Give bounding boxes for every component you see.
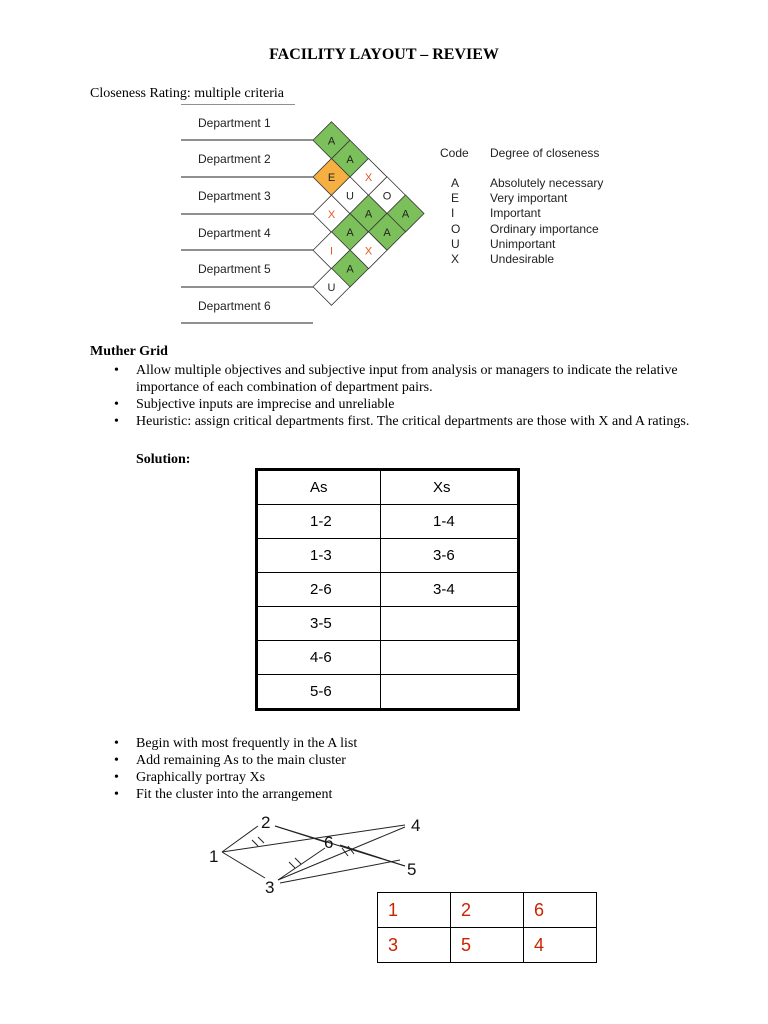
relationship-code: X xyxy=(364,245,373,258)
page-title: FACILITY LAYOUT – REVIEW xyxy=(269,46,499,63)
department-label: Department 4 xyxy=(198,226,271,240)
legend-code: E xyxy=(451,191,460,206)
legend-label: Undesirable xyxy=(490,252,555,267)
list-item: • Allow multiple objectives and subjective input from analysis or managers to indicate the relative importance of each combination of department pairs. xyxy=(90,362,710,396)
table-header-row xyxy=(257,470,519,505)
legend-code: U xyxy=(451,236,460,251)
cluster-node: 3 xyxy=(265,878,275,897)
arrangement-grid xyxy=(377,892,597,963)
table-row xyxy=(378,928,597,963)
list-item: • Fit the cluster into the arrangement xyxy=(90,786,710,803)
relationship-chart xyxy=(175,104,445,329)
cluster-edges xyxy=(222,825,405,883)
relationship-code: A xyxy=(346,227,354,239)
arrangement-cell: 5 xyxy=(451,928,524,963)
legend-code: O xyxy=(451,221,461,236)
relationship-code: A xyxy=(364,208,373,221)
closeness-heading: Closeness Rating: multiple criteria xyxy=(90,86,285,101)
department-label: Department 1 xyxy=(198,116,271,130)
department-label: Department 6 xyxy=(198,299,271,313)
legend-labels xyxy=(490,176,603,267)
legend-label: Ordinary importance xyxy=(490,221,599,236)
relationship-code: A xyxy=(383,226,391,239)
table-row xyxy=(257,641,519,675)
relationship-code: X xyxy=(364,172,373,184)
arrangement-cell: 2 xyxy=(451,893,524,928)
relationship-code: E xyxy=(327,172,336,184)
legend-degree-header: Degree of closeness xyxy=(490,146,600,160)
solution-table xyxy=(255,468,520,711)
table-row xyxy=(257,573,519,607)
table-cell: 2-6 xyxy=(257,573,381,607)
legend-code: X xyxy=(451,252,460,267)
legend-codes xyxy=(451,176,460,267)
relationship-code: A xyxy=(401,208,410,221)
cluster-node: 2 xyxy=(261,813,271,832)
relationship-code: I xyxy=(329,245,334,258)
muther-heading: Muther Grid xyxy=(90,344,168,359)
table-cell xyxy=(381,607,519,641)
cluster-node: 4 xyxy=(411,816,421,835)
table-row xyxy=(378,893,597,928)
table-cell: 1-2 xyxy=(257,505,381,539)
list-item: • Graphically portray Xs xyxy=(90,769,710,786)
list-item: • Begin with most frequently in the A list xyxy=(90,735,710,752)
legend-code-header: Code xyxy=(440,146,469,160)
list-item: • Subjective inputs are imprecise and unreliable xyxy=(90,396,710,413)
muther-bullets xyxy=(90,362,710,430)
department-row-lines xyxy=(181,104,313,323)
relationship-code: X xyxy=(327,208,336,221)
relationship-code: A xyxy=(346,153,354,166)
table-header: As xyxy=(257,470,381,505)
table-cell xyxy=(381,641,519,675)
legend-label: Absolutely necessary xyxy=(490,176,604,190)
legend-label: Unimportant xyxy=(490,236,556,251)
list-item: • Heuristic: assign critical departments first. The critical departments are those with X and A ratings. xyxy=(90,413,710,430)
department-label: Department 3 xyxy=(198,189,271,203)
table-cell: 5-6 xyxy=(257,675,381,710)
table-row xyxy=(257,539,519,573)
relationship-code: O xyxy=(382,190,392,203)
department-label: Department 5 xyxy=(198,262,271,276)
list-item: • Add remaining As to the main cluster xyxy=(90,752,710,769)
legend-label: Important xyxy=(490,206,541,221)
arrangement-cell: 1 xyxy=(378,893,451,928)
table-cell: 3-4 xyxy=(381,573,519,607)
table-cell: 4-6 xyxy=(257,641,381,675)
legend-code: I xyxy=(451,206,455,221)
table-cell: 3-5 xyxy=(257,607,381,641)
relationship-code: A xyxy=(327,135,336,148)
cluster-node: 6 xyxy=(324,833,334,852)
cluster-node: 5 xyxy=(407,860,417,879)
cluster-diagram xyxy=(200,808,440,898)
arrangement-cell: 4 xyxy=(524,928,597,963)
table-cell: 1-3 xyxy=(257,539,381,573)
arrangement-cell: 3 xyxy=(378,928,451,963)
legend-code: A xyxy=(451,176,460,190)
table-cell xyxy=(381,675,519,710)
table-cell: 3-6 xyxy=(381,539,519,573)
steps-list xyxy=(90,735,710,803)
table-row xyxy=(257,607,519,641)
relationship-code: U xyxy=(346,190,354,203)
table-header: Xs xyxy=(381,470,519,505)
solution-label: Solution: xyxy=(136,452,191,467)
arrangement-cell: 6 xyxy=(524,893,597,928)
department-label: Department 2 xyxy=(198,152,271,166)
cluster-node: 1 xyxy=(209,847,219,866)
table-cell: 1-4 xyxy=(381,505,519,539)
table-row xyxy=(257,675,519,710)
relationship-code: U xyxy=(327,281,336,294)
legend-label: Very important xyxy=(490,191,568,206)
relationship-code: A xyxy=(346,263,354,276)
table-row xyxy=(257,505,519,539)
